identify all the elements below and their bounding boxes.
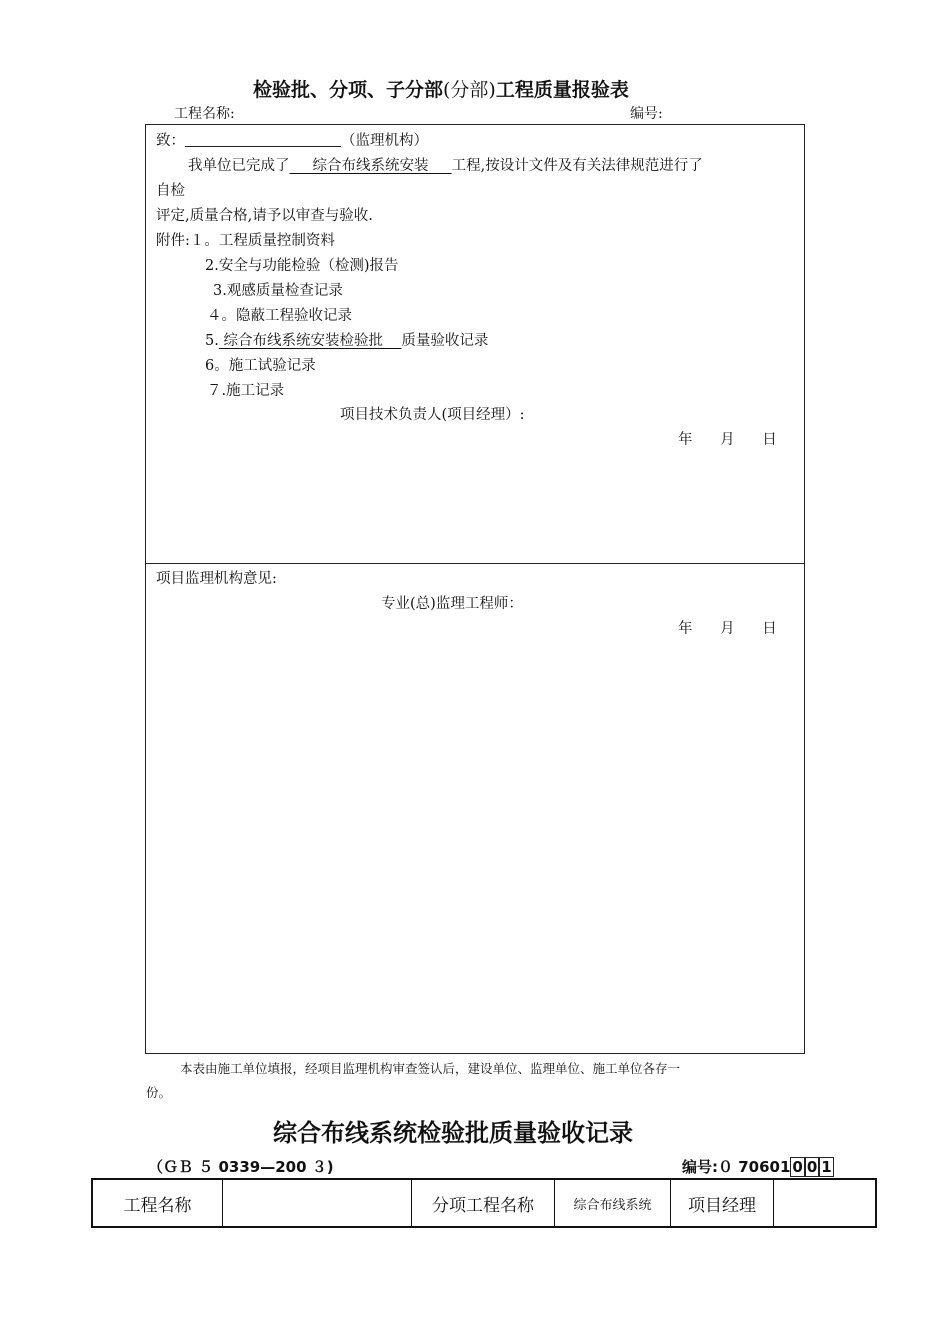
sub-item-name-header: 分项工程名称: [412, 1179, 555, 1227]
completed-project-name: [290, 158, 452, 174]
completion-prefix: 我单位已完成了: [188, 158, 290, 174]
to-line: [156, 129, 428, 150]
attachment-6: 6。施工试验记录: [205, 358, 316, 374]
project-name-value[interactable]: [223, 1179, 412, 1227]
supervision-opinion-label: 项目监理机构意见:: [156, 571, 277, 587]
record-number-box-1: 0: [792, 1158, 803, 1176]
project-name-label: 工程名称:: [174, 106, 235, 122]
number-label: 编号:: [630, 106, 663, 122]
form-title: [253, 75, 629, 102]
submission-date: [678, 428, 777, 449]
date-year: 年: [678, 432, 693, 448]
record-number-box-3: 1: [821, 1158, 832, 1176]
record-number-box-2: 0: [806, 1158, 818, 1176]
supervision-date-month: 月: [720, 621, 735, 637]
form-title-part3: 工程质量报验表: [495, 79, 629, 101]
attachment-5: [205, 329, 488, 350]
footnote-line2: 份。: [146, 1085, 172, 1100]
record-title: 综合布线系统检验批质量验收记录: [273, 1119, 633, 1147]
attachment-2: 2.安全与功能检验（检测)报告: [205, 258, 399, 274]
date-day: 日: [762, 432, 777, 448]
attachment-3: 3.观感质量检查记录: [213, 283, 343, 299]
self-check-line: 自检: [156, 183, 185, 199]
project-name-header: 工程名称: [92, 1179, 223, 1227]
table-row: [92, 1179, 876, 1227]
to-suffix: （监理机构）: [341, 133, 428, 149]
supervision-date-year: 年: [678, 621, 693, 637]
completion-line: [188, 154, 703, 175]
footnote-line1: 本表由施工单位填报，经项目监理机构审查签认后，建设单位、监理单位、施工单位各存一: [180, 1061, 681, 1076]
attachment-5-link-text: 综合布线系统安装检验批: [223, 333, 383, 349]
supervision-date-day: 日: [762, 621, 777, 637]
attachment-1: 附件:１。工程质量控制资料: [156, 233, 335, 249]
completion-suffix: 工程,按设计文件及有关法律规范进行了: [451, 158, 703, 174]
date-month: 月: [720, 432, 735, 448]
attachment-4: ４。隐蔽工程验收记录: [207, 308, 352, 324]
attachment-5-link: [219, 333, 402, 349]
project-manager-value[interactable]: [774, 1179, 877, 1227]
record-number: [682, 1156, 834, 1177]
sub-item-name-value: 综合布线系统: [555, 1179, 671, 1227]
tech-lead-label: 项目技术负责人(项目经理）:: [340, 407, 525, 423]
project-manager-header: 项目经理: [671, 1179, 774, 1227]
attachment-5-suffix: 质量验收记录: [401, 333, 489, 349]
form-title-part1: 检验批、分项、子分部: [253, 79, 444, 101]
to-prefix: 致：: [156, 133, 185, 149]
form-title-part2: (分部): [443, 79, 496, 101]
record-number-prefix: 编号:０ 70601: [682, 1158, 791, 1176]
evaluation-line: 评定,质量合格,请予以审查与验收.: [156, 208, 373, 224]
attachment-7: ７.施工记录: [207, 383, 285, 399]
supervisor-label: 专业(总)监理工程师：: [381, 596, 523, 612]
attachment-5-prefix: 5.: [205, 333, 219, 349]
supervision-org-blank[interactable]: [185, 132, 341, 147]
completed-project-text: 综合布线系统安装: [312, 158, 429, 174]
supervision-date: [678, 617, 777, 638]
standard-code: （ＧＢ ５ 0339—200 ３): [148, 1158, 334, 1176]
record-info-table: [91, 1178, 877, 1228]
